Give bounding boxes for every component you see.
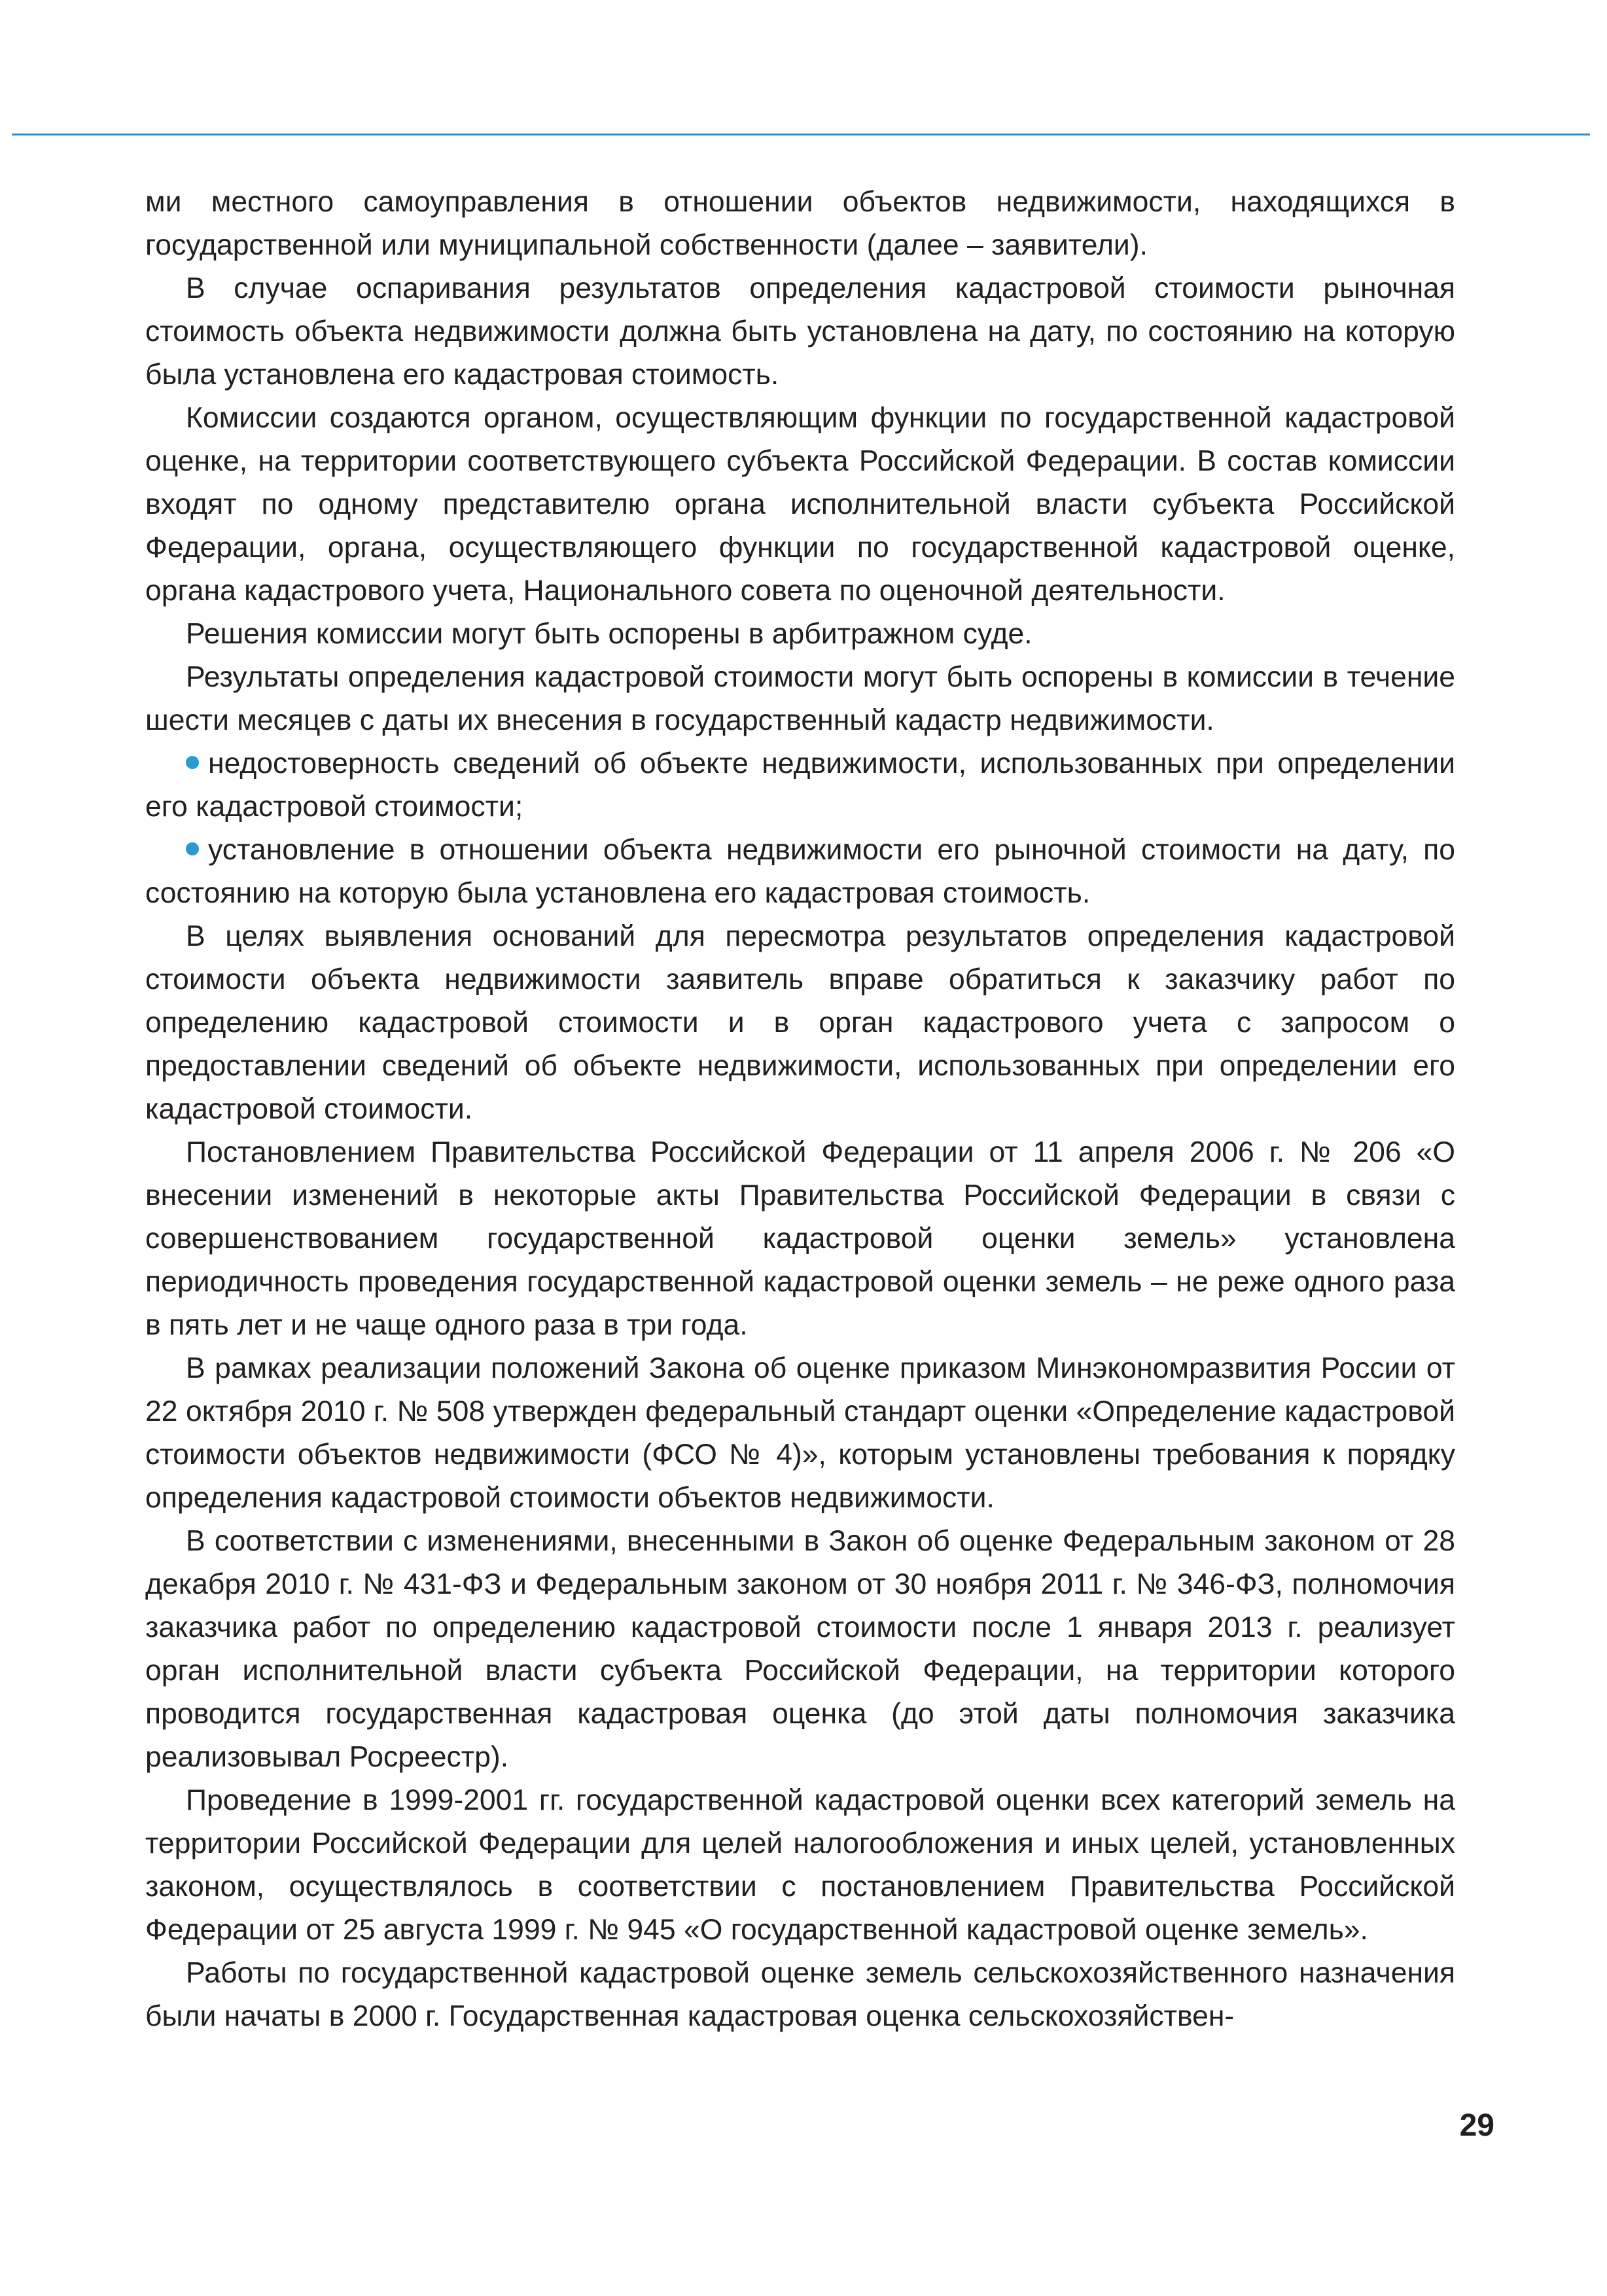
bullet-dot-icon — [186, 842, 199, 855]
paragraph: Комиссии создаются органом, осуществляющим функции по государственной кадастровой оценке, на территории соответствующего субъекта Российской Федерации. В состав комиссии входят по одному представителю органа исполнительной власти субъекта Российской Федерации, органа, осуществляющего функции по государственной кадастровой оценке, органа кадастрового учета, Национального совета по оценочной деятельности. — [145, 402, 1455, 607]
top-rule — [12, 134, 1590, 135]
bullet-text: недостоверность сведений об объекте недвижимости, использованных при определении его кадастровой стоимости; — [145, 747, 1455, 823]
paragraph: Результаты определения кадастровой стоимости могут быть оспорены в комиссии в течение шести месяцев с даты их внесения в государственный кадастр недвижимости. — [145, 661, 1455, 736]
bullet-dot-icon — [186, 756, 199, 769]
paragraph: Постановлением Правительства Российской Федерации от 11 апреля 2006 г. № 206 «О внесении изменений в некоторые акты Правительства Российской Федерации в связи с совершенствованием государственной кадастровой оценки земель» установлена периодичность проведения государственной кадастровой оценки земель – не реже одного раза в пять лет и не чаще одного раза в три года. — [145, 1136, 1455, 1341]
body-text — [145, 181, 1455, 2038]
bullet-item — [145, 829, 1455, 915]
paragraph: В случае оспаривания результатов определения кадастровой стоимости рыночная стоимость объекта недвижимости должна быть установлена на дату, по состоянию на которую была установлена его кадастровая стоимость. — [145, 272, 1455, 391]
bullet-text: установление в отношении объекта недвижимости его рыночной стоимости на дату, по состоянию на которую была установлена его кадастровая стоимость. — [145, 834, 1455, 909]
paragraph: В рамках реализации положений Закона об оценке приказом Минэкономразвития России от 22 октября 2010 г. № 508 утвержден федеральный стандарт оценки «Определение кадастровой стоимости объектов недвижимости (ФСО № 4)», которым установлены требования к порядку определения кадастровой стоимости объектов недвижимости. — [145, 1352, 1455, 1514]
paragraph: Решения комиссии могут быть оспорены в арбитражном суде. — [186, 618, 1033, 650]
paragraph: Проведение в 1999-2001 гг. государственной кадастровой оценки всех категорий земель на территории Российской Федерации для целей налогообложения и иных целей, установленных законом, осуществлялось в соответствии с постановлением Правительства Российской Федерации от 25 августа 1999 г. № 945 «О государственной кадастровой оценке земель». — [145, 1784, 1455, 1946]
paragraph: В соответствии с изменениями, внесенными в Закон об оценке Федеральным законом от 28 декабря 2010 г. № 431-ФЗ и Федеральным законом от 30 ноября 2011 г. № 346-ФЗ, полномочия заказчика работ по определению кадастровой стоимости после 1 января 2013 г. реализует орган исполнительной власти субъекта Российской Федерации, на территории которого проводится государственная кадастровая оценка (до этой даты полномочия заказчика реализовывал Росреестр). — [145, 1525, 1455, 1773]
paragraph: Работы по государственной кадастровой оценке земель сельскохозяйственного назначения были начаты в 2000 г. Государственная кадастровая оценка сельскохозяйствен- — [145, 1957, 1455, 2032]
paragraph: ми местного самоуправления в отношении объектов недвижимости, находящихся в государственной или муниципальной собственности (далее – заявители). — [145, 186, 1455, 261]
page-number: 29 — [1459, 2108, 1494, 2143]
paragraph: В целях выявления оснований для пересмотра результатов определения кадастровой стоимости объекта недвижимости заявитель вправе обратиться к заказчику работ по определению кадастровой стоимости и в орган кадастрового учета с запросом о предоставлении сведений об объекте недвижимости, использованных при определении его кадастровой стоимости. — [145, 920, 1455, 1125]
bullet-item — [145, 742, 1455, 829]
